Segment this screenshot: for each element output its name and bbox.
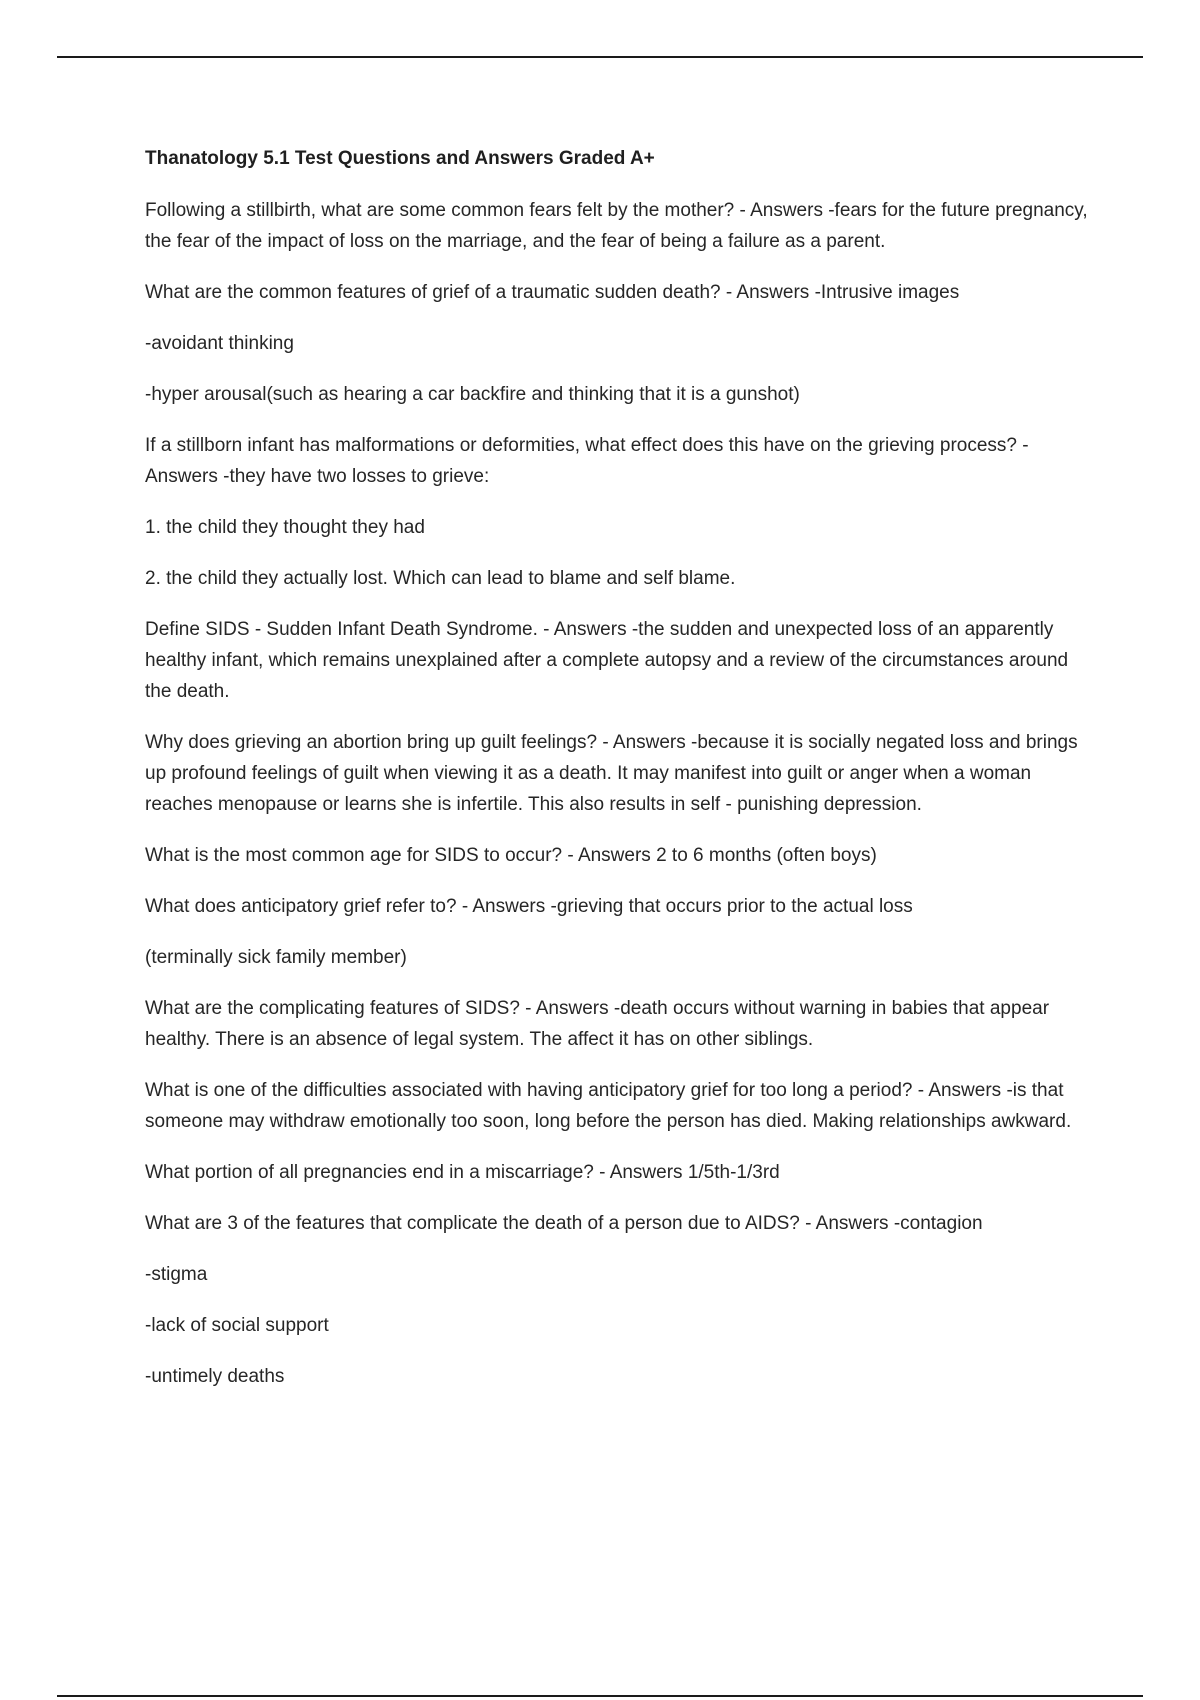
paragraph: What is one of the difficulties associated with having anticipatory grief for too long a period? - Answers -is that someone may withdraw emotionally too soon, long before the person has died. Making relationships awkward. [145, 1080, 1072, 1132]
paragraph: (terminally sick family member) [145, 947, 407, 968]
bottom-rule [57, 1695, 1143, 1697]
document-body [145, 145, 1090, 1412]
top-rule [57, 56, 1143, 58]
paragraph: 2. the child they actually lost. Which can lead to blame and self blame. [145, 568, 736, 589]
paragraph: -untimely deaths [145, 1366, 285, 1387]
paragraph: Why does grieving an abortion bring up guilt feelings? - Answers -because it is socially negated loss and brings up profound feelings of guilt when viewing it as a death. It may manifest into guilt or anger when a woman reaches menopause or learns she is infertile. This also results in self - punishing depression. [145, 732, 1078, 815]
paragraph: 1. the child they thought they had [145, 517, 425, 538]
paragraph: Define SIDS - Sudden Infant Death Syndrome. - Answers -the sudden and unexpected loss of an apparently healthy infant, which remains unexplained after a complete autopsy and a review of the circumstances around the death. [145, 619, 1069, 702]
paragraph: -hyper arousal(such as hearing a car backfire and thinking that it is a gunshot) [145, 384, 800, 405]
paragraph: Following a stillbirth, what are some common fears felt by the mother? - Answers -fears for the future pregnancy, the fear of the impact of loss on the marriage, and the fear of being a failure as a parent. [145, 200, 1088, 252]
paragraph: What are the complicating features of SIDS? - Answers -death occurs without warning in babies that appear healthy. There is an absence of legal system. The affect it has on other siblings. [145, 998, 1050, 1050]
paragraph: What are the common features of grief of a traumatic sudden death? - Answers -Intrusive images [145, 282, 960, 303]
paragraph: What are 3 of the features that complicate the death of a person due to AIDS? - Answers -contagion [145, 1213, 983, 1234]
paragraph: If a stillborn infant has malformations or deformities, what effect does this have on the grieving process? - Answers -they have two losses to grieve: [145, 435, 1029, 487]
paragraph: What is the most common age for SIDS to occur? - Answers 2 to 6 months (often boys) [145, 845, 877, 866]
document-title: Thanatology 5.1 Test Questions and Answers Graded A+ [145, 148, 655, 169]
paragraph: -stigma [145, 1264, 208, 1285]
paragraph: -lack of social support [145, 1315, 329, 1336]
paragraph: -avoidant thinking [145, 333, 294, 354]
paragraph: What does anticipatory grief refer to? - Answers -grieving that occurs prior to the actual loss [145, 896, 913, 917]
paragraph: What portion of all pregnancies end in a miscarriage? - Answers 1/5th-1/3rd [145, 1162, 780, 1183]
